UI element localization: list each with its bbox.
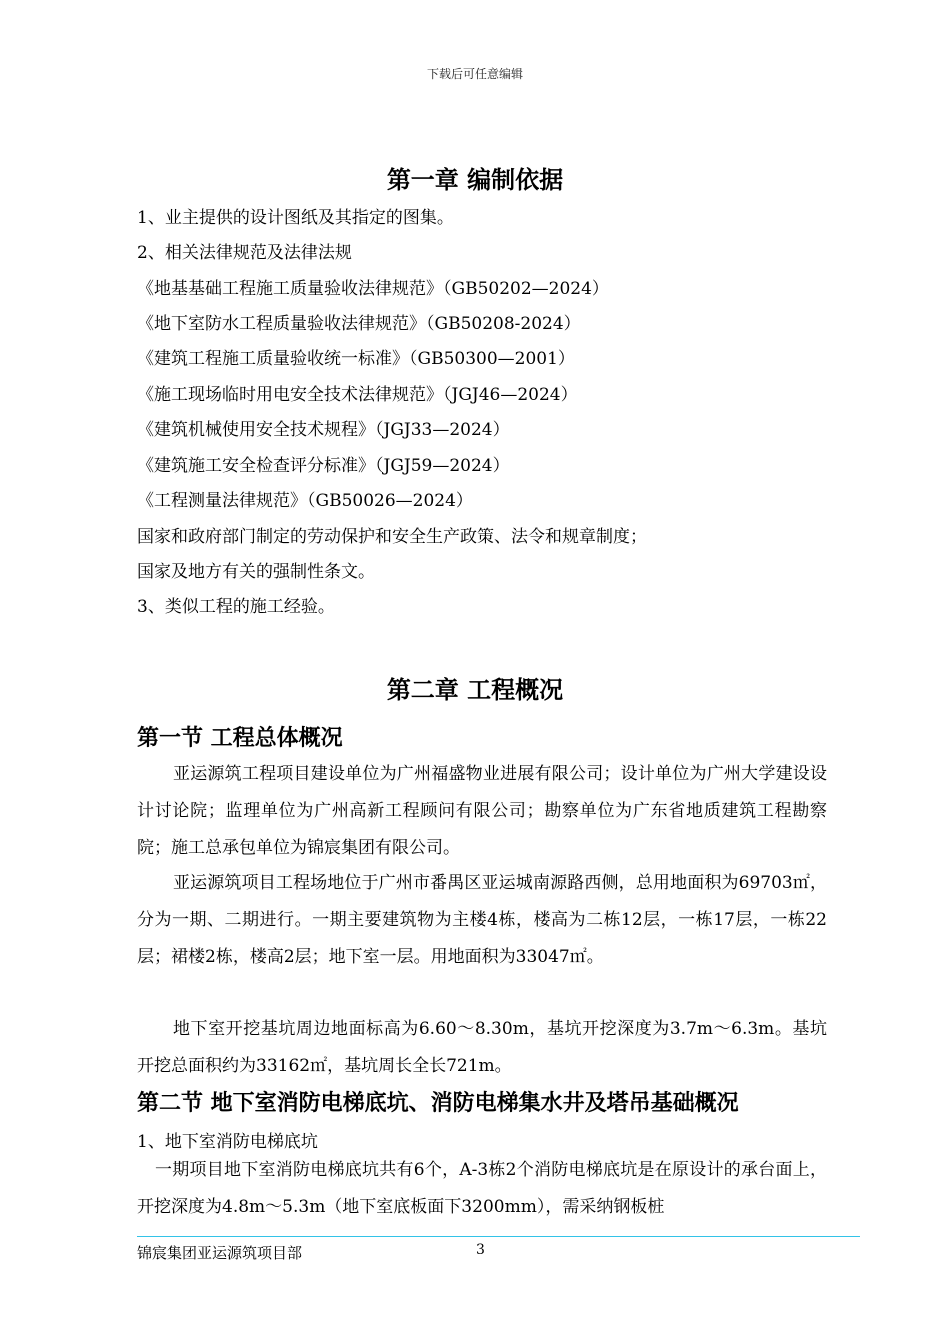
footer-company: 锦宸集团亚运源筑项目部	[137, 1244, 303, 1262]
section-1-title: 第一节 工程总体概况	[137, 725, 343, 751]
page-number: 3	[476, 1242, 485, 1258]
standard-item: 《建筑工程施工质量验收统一标准》（GB50300—2001）	[137, 349, 575, 369]
policy-item: 国家和政府部门制定的劳动保护和安全生产政策、法令和规章制度；	[137, 527, 647, 547]
subsection-1-title: 1、地下室消防电梯底坑	[137, 1132, 318, 1152]
standard-item: 《工程测量法律规范》（GB50026—2024）	[137, 491, 473, 511]
basis-item-3: 3、类似工程的施工经验。	[137, 597, 335, 617]
pit-paragraph: 一期项目地下室消防电梯底坑共有6个，A-3栋2个消防电梯底坑是在原设计的承台面上，开挖深度为4.8m～5.3m（地下室底板面下3200mm），需采纳钢板桩	[137, 1160, 827, 1217]
footer-divider	[137, 1236, 860, 1237]
standard-item: 《地基基础工程施工质量验收法律规范》（GB50202—2024）	[137, 279, 609, 299]
standard-item: 《地下室防水工程质量验收法律规范》（GB50208-2024）	[137, 314, 581, 334]
basis-item-2: 2、相关法律规范及法律法规	[137, 243, 352, 263]
overview-paragraph-1: 亚运源筑工程项目建设单位为广州福盛物业进展有限公司；设计单位为广州大学建设设计讨论院；监理单位为广州高新工程顾问有限公司；勘察单位为广东省地质建筑工程勘察院；施工总承包单位为锦宸集团有限公司。	[137, 764, 827, 858]
standard-item: 《建筑机械使用安全技术规程》（JGJ33—2024）	[137, 420, 510, 440]
overview-paragraph-3: 地下室开挖基坑周边地面标高为6.60～8.30m，基坑开挖深度为3.7m～6.3m。基坑开挖总面积约为33162㎡，基坑周长全长721m。	[137, 1019, 827, 1076]
section-2-title: 第二节 地下室消防电梯底坑、消防电梯集水井及塔吊基础概况	[137, 1090, 739, 1116]
chapter-1-title: 第一章 编制依据	[386, 165, 564, 194]
policy-item: 国家及地方有关的强制性条文。	[137, 562, 375, 582]
standard-item: 《建筑施工安全检查评分标准》（JGJ59—2024）	[137, 456, 510, 476]
header-note: 下载后可任意编辑	[426, 67, 523, 81]
basis-item-1: 1、业主提供的设计图纸及其指定的图集。	[137, 208, 454, 228]
chapter-2-title: 第二章 工程概况	[386, 675, 564, 704]
overview-paragraph-2: 亚运源筑项目工程场地位于广州市番禺区亚运城南源路西侧，总用地面积为69703㎡，分为一期、二期进行。一期主要建筑物为主楼4栋，楼高为二栋12层，一栋17层，一栋22层；裙楼2栋，楼高2层；地下室一层。用地面积为33047㎡。	[137, 873, 827, 967]
standard-item: 《施工现场临时用电安全技术法律规范》（JGJ46—2024）	[137, 385, 578, 405]
